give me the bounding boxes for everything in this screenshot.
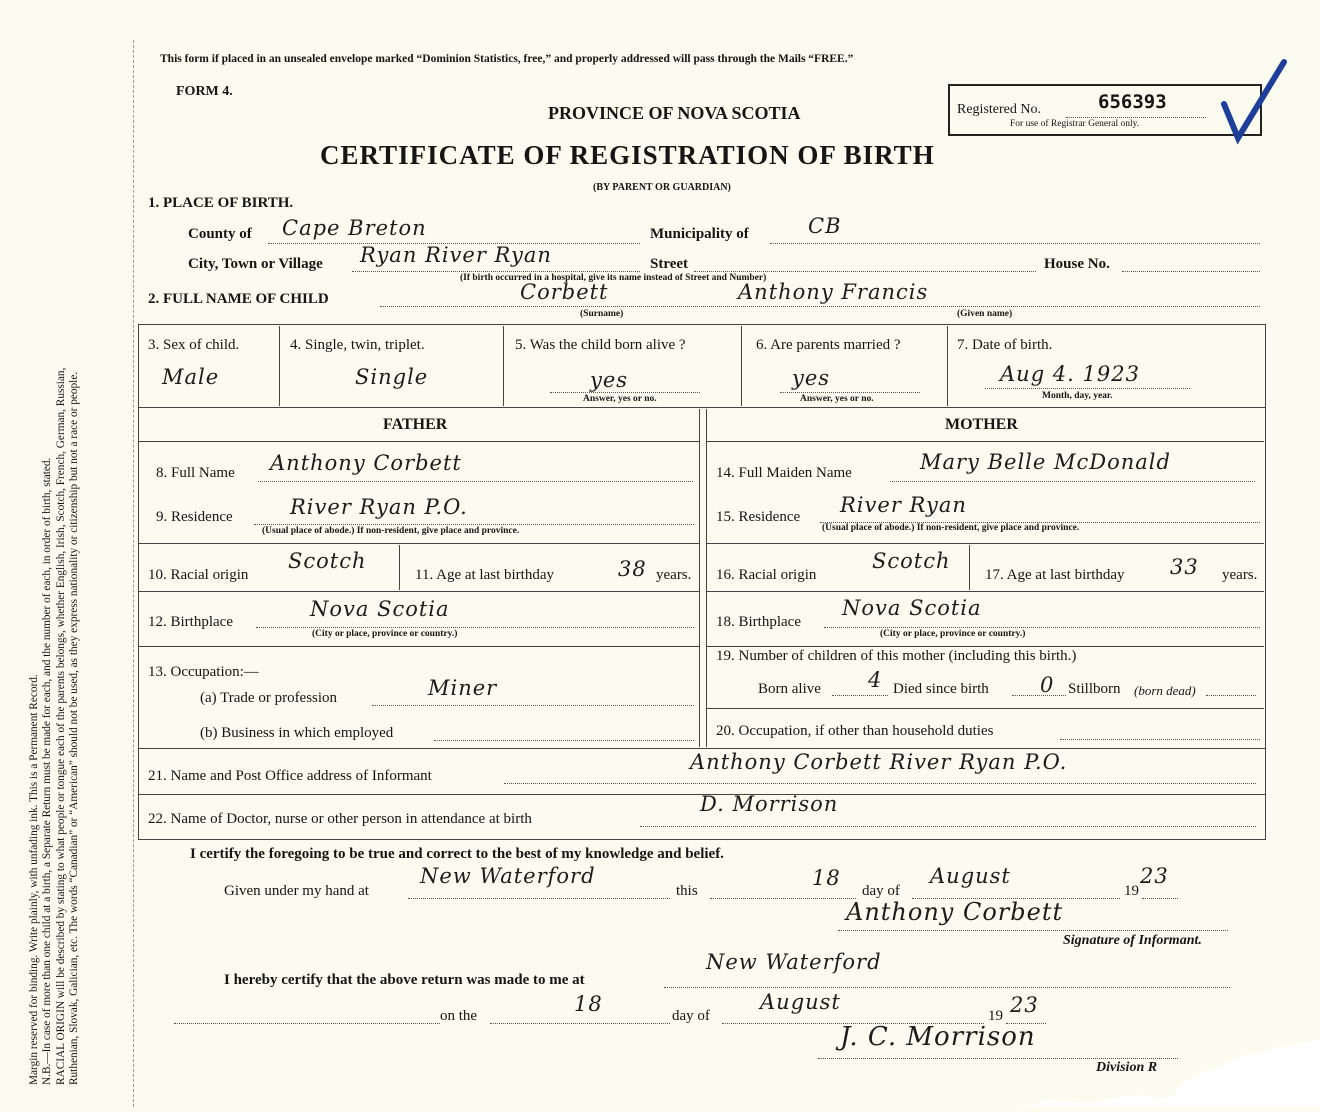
doctor-value: D. Morrison bbox=[700, 792, 839, 816]
row3-divider-3 bbox=[741, 326, 742, 406]
rule-19 bbox=[707, 708, 1264, 709]
father-birthplace-note: (City or place, province or country.) bbox=[312, 629, 458, 639]
mother-residence-note: (Usual place of abode.) If non-resident, give place and province. bbox=[822, 523, 1080, 533]
given-year: 23 bbox=[1140, 864, 1169, 888]
rule-15 bbox=[707, 543, 1264, 544]
registrar-year-prefix: 19 bbox=[988, 1008, 1003, 1024]
given-month: August bbox=[930, 864, 1011, 888]
doctor-label: 22. Name of Doctor, nurse or other person in attendance at birth bbox=[148, 811, 532, 827]
row3-bottom-rule bbox=[139, 407, 1265, 408]
signature-line bbox=[838, 930, 1228, 931]
child-name-line bbox=[380, 306, 1260, 307]
business-label: (b) Business in which employed bbox=[200, 725, 394, 741]
father-name-line bbox=[258, 481, 693, 482]
mother-age-value: 33 bbox=[1170, 555, 1199, 579]
street-label: Street bbox=[650, 256, 689, 272]
hospital-note: (If birth occurred in a hospital, give its name instead of Street and Number) bbox=[460, 273, 767, 283]
margin-note-3: RACIAL ORIGIN will be described by stating to what people or tongue each of the parents belongs, whether English, Irish, Scotch, French, German, Russian, bbox=[54, 367, 67, 1085]
married-note: Answer, yes or no. bbox=[800, 394, 874, 404]
trade-value: Miner bbox=[428, 676, 498, 700]
street-line bbox=[694, 271, 1036, 272]
father-racial-value: Scotch bbox=[288, 549, 367, 573]
registrar-statement: I hereby certify that the above return was made to me at bbox=[224, 972, 585, 988]
municipality-label: Municipality of bbox=[650, 226, 749, 242]
dob-value: Aug 4. 1923 bbox=[1000, 362, 1140, 386]
father-name-value: Anthony Corbett bbox=[270, 451, 462, 475]
born-alive-line bbox=[832, 695, 888, 696]
father-occupation-label: 13. Occupation:— bbox=[148, 664, 259, 680]
doctor-line bbox=[640, 826, 1256, 827]
child-surname: Corbett bbox=[520, 280, 609, 304]
margin-notes bbox=[28, 25, 82, 1085]
city-value: Ryan River Ryan bbox=[360, 243, 552, 267]
alive-line bbox=[550, 392, 700, 393]
signature-label: Signature of Informant. bbox=[1063, 933, 1202, 948]
informant-signature: Anthony Corbett bbox=[846, 898, 1064, 926]
father-age-label: 11. Age at last birthday bbox=[415, 567, 554, 583]
father-name-label: 8. Full Name bbox=[156, 465, 235, 481]
mother-residence-value: River Ryan bbox=[840, 493, 967, 517]
mother-birthplace-note: (City or place, province or country.) bbox=[880, 629, 1026, 639]
trade-line bbox=[372, 705, 694, 706]
this-label: this bbox=[676, 883, 698, 899]
father-residence-value: River Ryan P.O. bbox=[290, 495, 468, 519]
father-racial-label: 10. Racial origin bbox=[148, 567, 249, 583]
married-value: yes bbox=[792, 366, 831, 390]
children-label: 19. Number of children of this mother (including this birth.) bbox=[716, 648, 1077, 664]
place-heading: 1. PLACE OF BIRTH. bbox=[148, 195, 294, 211]
died-value: 0 bbox=[1040, 673, 1055, 697]
center-divider-right bbox=[706, 409, 707, 747]
alive-label: 5. Was the child born alive ? bbox=[515, 337, 686, 353]
father-birthplace-line bbox=[256, 627, 694, 628]
father-years: years. bbox=[656, 567, 692, 583]
father-heading-rule bbox=[139, 441, 699, 442]
rule-18 bbox=[707, 646, 1264, 647]
municipality-line bbox=[770, 243, 1260, 244]
surname-note: (Surname) bbox=[580, 309, 624, 319]
alive-note: Answer, yes or no. bbox=[583, 394, 657, 404]
registered-label: Registered No. bbox=[957, 102, 1041, 117]
mother-heading: MOTHER bbox=[945, 416, 1018, 433]
stillborn-line bbox=[1206, 695, 1256, 696]
mother-residence-label: 15. Residence bbox=[716, 509, 801, 525]
registered-number: 656393 bbox=[1098, 91, 1167, 113]
registrar-day-of-label: day of bbox=[672, 1008, 710, 1024]
municipality-value: CB bbox=[808, 214, 842, 238]
row3-divider-1 bbox=[279, 326, 280, 406]
business-line bbox=[434, 740, 694, 741]
died-line bbox=[1012, 695, 1066, 696]
registrar-place: New Waterford bbox=[706, 950, 882, 974]
given-year-line bbox=[1142, 898, 1178, 899]
margin-note-4: Ruthenian, Slovak, Galician, etc. The words “Canadian” or “American” should not be used, as they express nationality or citizenship but not a race or people. bbox=[68, 371, 81, 1085]
certify-statement: I certify the foregoing to be true and correct to the best of my knowledge and belief. bbox=[190, 846, 724, 862]
rule-20 bbox=[139, 748, 1265, 749]
sex-value: Male bbox=[162, 365, 220, 389]
page-title: CERTIFICATE OF REGISTRATION OF BIRTH bbox=[320, 140, 935, 170]
mail-notice: This form if placed in an unsealed envelope marked “Dominion Statistics, free,” and properly addressed will pass through the Mails “FREE.” bbox=[160, 53, 854, 65]
born-alive-label: Born alive bbox=[758, 681, 821, 697]
child-name-label: 2. FULL NAME OF CHILD bbox=[148, 291, 329, 307]
mother-racial-value: Scotch bbox=[872, 549, 951, 573]
father-age-divider bbox=[399, 545, 400, 590]
form-number: FORM 4. bbox=[176, 84, 233, 99]
mother-name-label: 14. Full Maiden Name bbox=[716, 465, 852, 481]
city-line bbox=[352, 271, 640, 272]
single-value: Single bbox=[355, 365, 429, 389]
subtitle: (BY PARENT OR GUARDIAN) bbox=[593, 182, 731, 193]
city-label: City, Town or Village bbox=[188, 256, 323, 272]
rule-16 bbox=[707, 591, 1264, 592]
mother-birthplace-line bbox=[824, 627, 1260, 628]
mother-racial-label: 16. Racial origin bbox=[716, 567, 817, 583]
registrar-lead-line bbox=[174, 1023, 440, 1024]
alive-value: yes bbox=[590, 368, 629, 392]
registered-note: For use of Registrar General only. bbox=[1010, 119, 1140, 129]
father-birthplace-value: Nova Scotia bbox=[310, 597, 450, 621]
informant-label: 21. Name and Post Office address of Informant bbox=[148, 768, 432, 784]
mother-name-line bbox=[890, 481, 1255, 482]
father-birthplace-label: 12. Birthplace bbox=[148, 614, 233, 630]
registrar-month: August bbox=[760, 990, 841, 1014]
stillborn-note: (born dead) bbox=[1134, 683, 1196, 698]
given-day: 18 bbox=[812, 866, 841, 890]
checkmark-icon bbox=[1220, 58, 1288, 155]
born-alive-value: 4 bbox=[868, 668, 883, 692]
mother-age-label: 17. Age at last birthday bbox=[985, 567, 1125, 583]
rule-12 bbox=[139, 646, 699, 647]
father-residence-note: (Usual place of abode.) If non-resident, give place and province. bbox=[262, 526, 520, 536]
mother-years: years. bbox=[1222, 567, 1258, 583]
given-day-line bbox=[710, 898, 856, 899]
house-line bbox=[1122, 271, 1260, 272]
registrar-signature: J. C. Morrison bbox=[840, 1022, 1036, 1052]
mother-birthplace-value: Nova Scotia bbox=[842, 596, 982, 620]
father-heading: FATHER bbox=[383, 416, 448, 433]
father-residence-label: 9. Residence bbox=[156, 509, 233, 525]
single-label: 4. Single, twin, triplet. bbox=[290, 337, 425, 353]
on-the-label: on the bbox=[440, 1008, 478, 1024]
mother-occupation-line bbox=[1060, 739, 1260, 740]
child-given-name: Anthony Francis bbox=[738, 280, 929, 304]
mother-age-divider bbox=[969, 545, 970, 590]
registered-line bbox=[1066, 117, 1206, 118]
province-heading: PROVINCE OF NOVA SCOTIA bbox=[548, 103, 801, 123]
given-label: Given under my hand at bbox=[224, 883, 369, 899]
rule-9 bbox=[139, 543, 699, 544]
informant-value: Anthony Corbett River Ryan P.O. bbox=[690, 750, 1068, 774]
died-label: Died since birth bbox=[893, 681, 989, 697]
mother-birthplace-label: 18. Birthplace bbox=[716, 614, 801, 630]
given-name-note: (Given name) bbox=[957, 309, 1013, 319]
margin-rule bbox=[133, 40, 134, 1107]
given-year-prefix: 19 bbox=[1124, 883, 1139, 899]
house-label: House No. bbox=[1044, 256, 1110, 272]
father-residence-line bbox=[254, 524, 694, 525]
county-label: County of bbox=[188, 226, 252, 242]
margin-note-2: N.B.—In case of more than one child at a birth, a Separate Return must be made for each, and the number of each, in order of birth, stated. bbox=[41, 457, 54, 1085]
center-divider-left bbox=[699, 409, 700, 747]
stillborn-label: Stillborn bbox=[1068, 681, 1121, 697]
margin-note-1: Margin reserved for binding. Write plainly, with unfading ink. This is a Permanent Record. bbox=[28, 674, 40, 1085]
dob-label: 7. Date of birth. bbox=[957, 337, 1053, 353]
trade-label: (a) Trade or profession bbox=[200, 690, 338, 706]
given-place: New Waterford bbox=[420, 864, 596, 888]
dob-note: Month, day, year. bbox=[1042, 391, 1113, 401]
mother-name-value: Mary Belle McDonald bbox=[920, 450, 1171, 474]
given-place-line bbox=[408, 898, 670, 899]
registrar-year: 23 bbox=[1010, 993, 1039, 1017]
dob-line bbox=[985, 388, 1190, 389]
mother-occupation-label: 20. Occupation, if other than household duties bbox=[716, 723, 994, 739]
married-line bbox=[780, 392, 920, 393]
given-day-of-label: day of bbox=[862, 883, 900, 899]
sex-label: 3. Sex of child. bbox=[148, 337, 240, 353]
row3-divider-2 bbox=[503, 326, 504, 406]
married-label: 6. Are parents married ? bbox=[756, 337, 901, 353]
father-age-value: 38 bbox=[618, 557, 647, 581]
registrar-day: 18 bbox=[574, 992, 603, 1016]
rule-10 bbox=[139, 591, 699, 592]
registrar-place-line bbox=[664, 987, 1230, 988]
row3-divider-4 bbox=[947, 326, 948, 406]
county-value: Cape Breton bbox=[282, 216, 427, 240]
division-label: Division R bbox=[1096, 1060, 1158, 1075]
torn-corner bbox=[1020, 1040, 1320, 1112]
registrar-day-line bbox=[490, 1023, 670, 1024]
informant-line bbox=[504, 783, 1256, 784]
mother-heading-rule bbox=[707, 441, 1264, 442]
